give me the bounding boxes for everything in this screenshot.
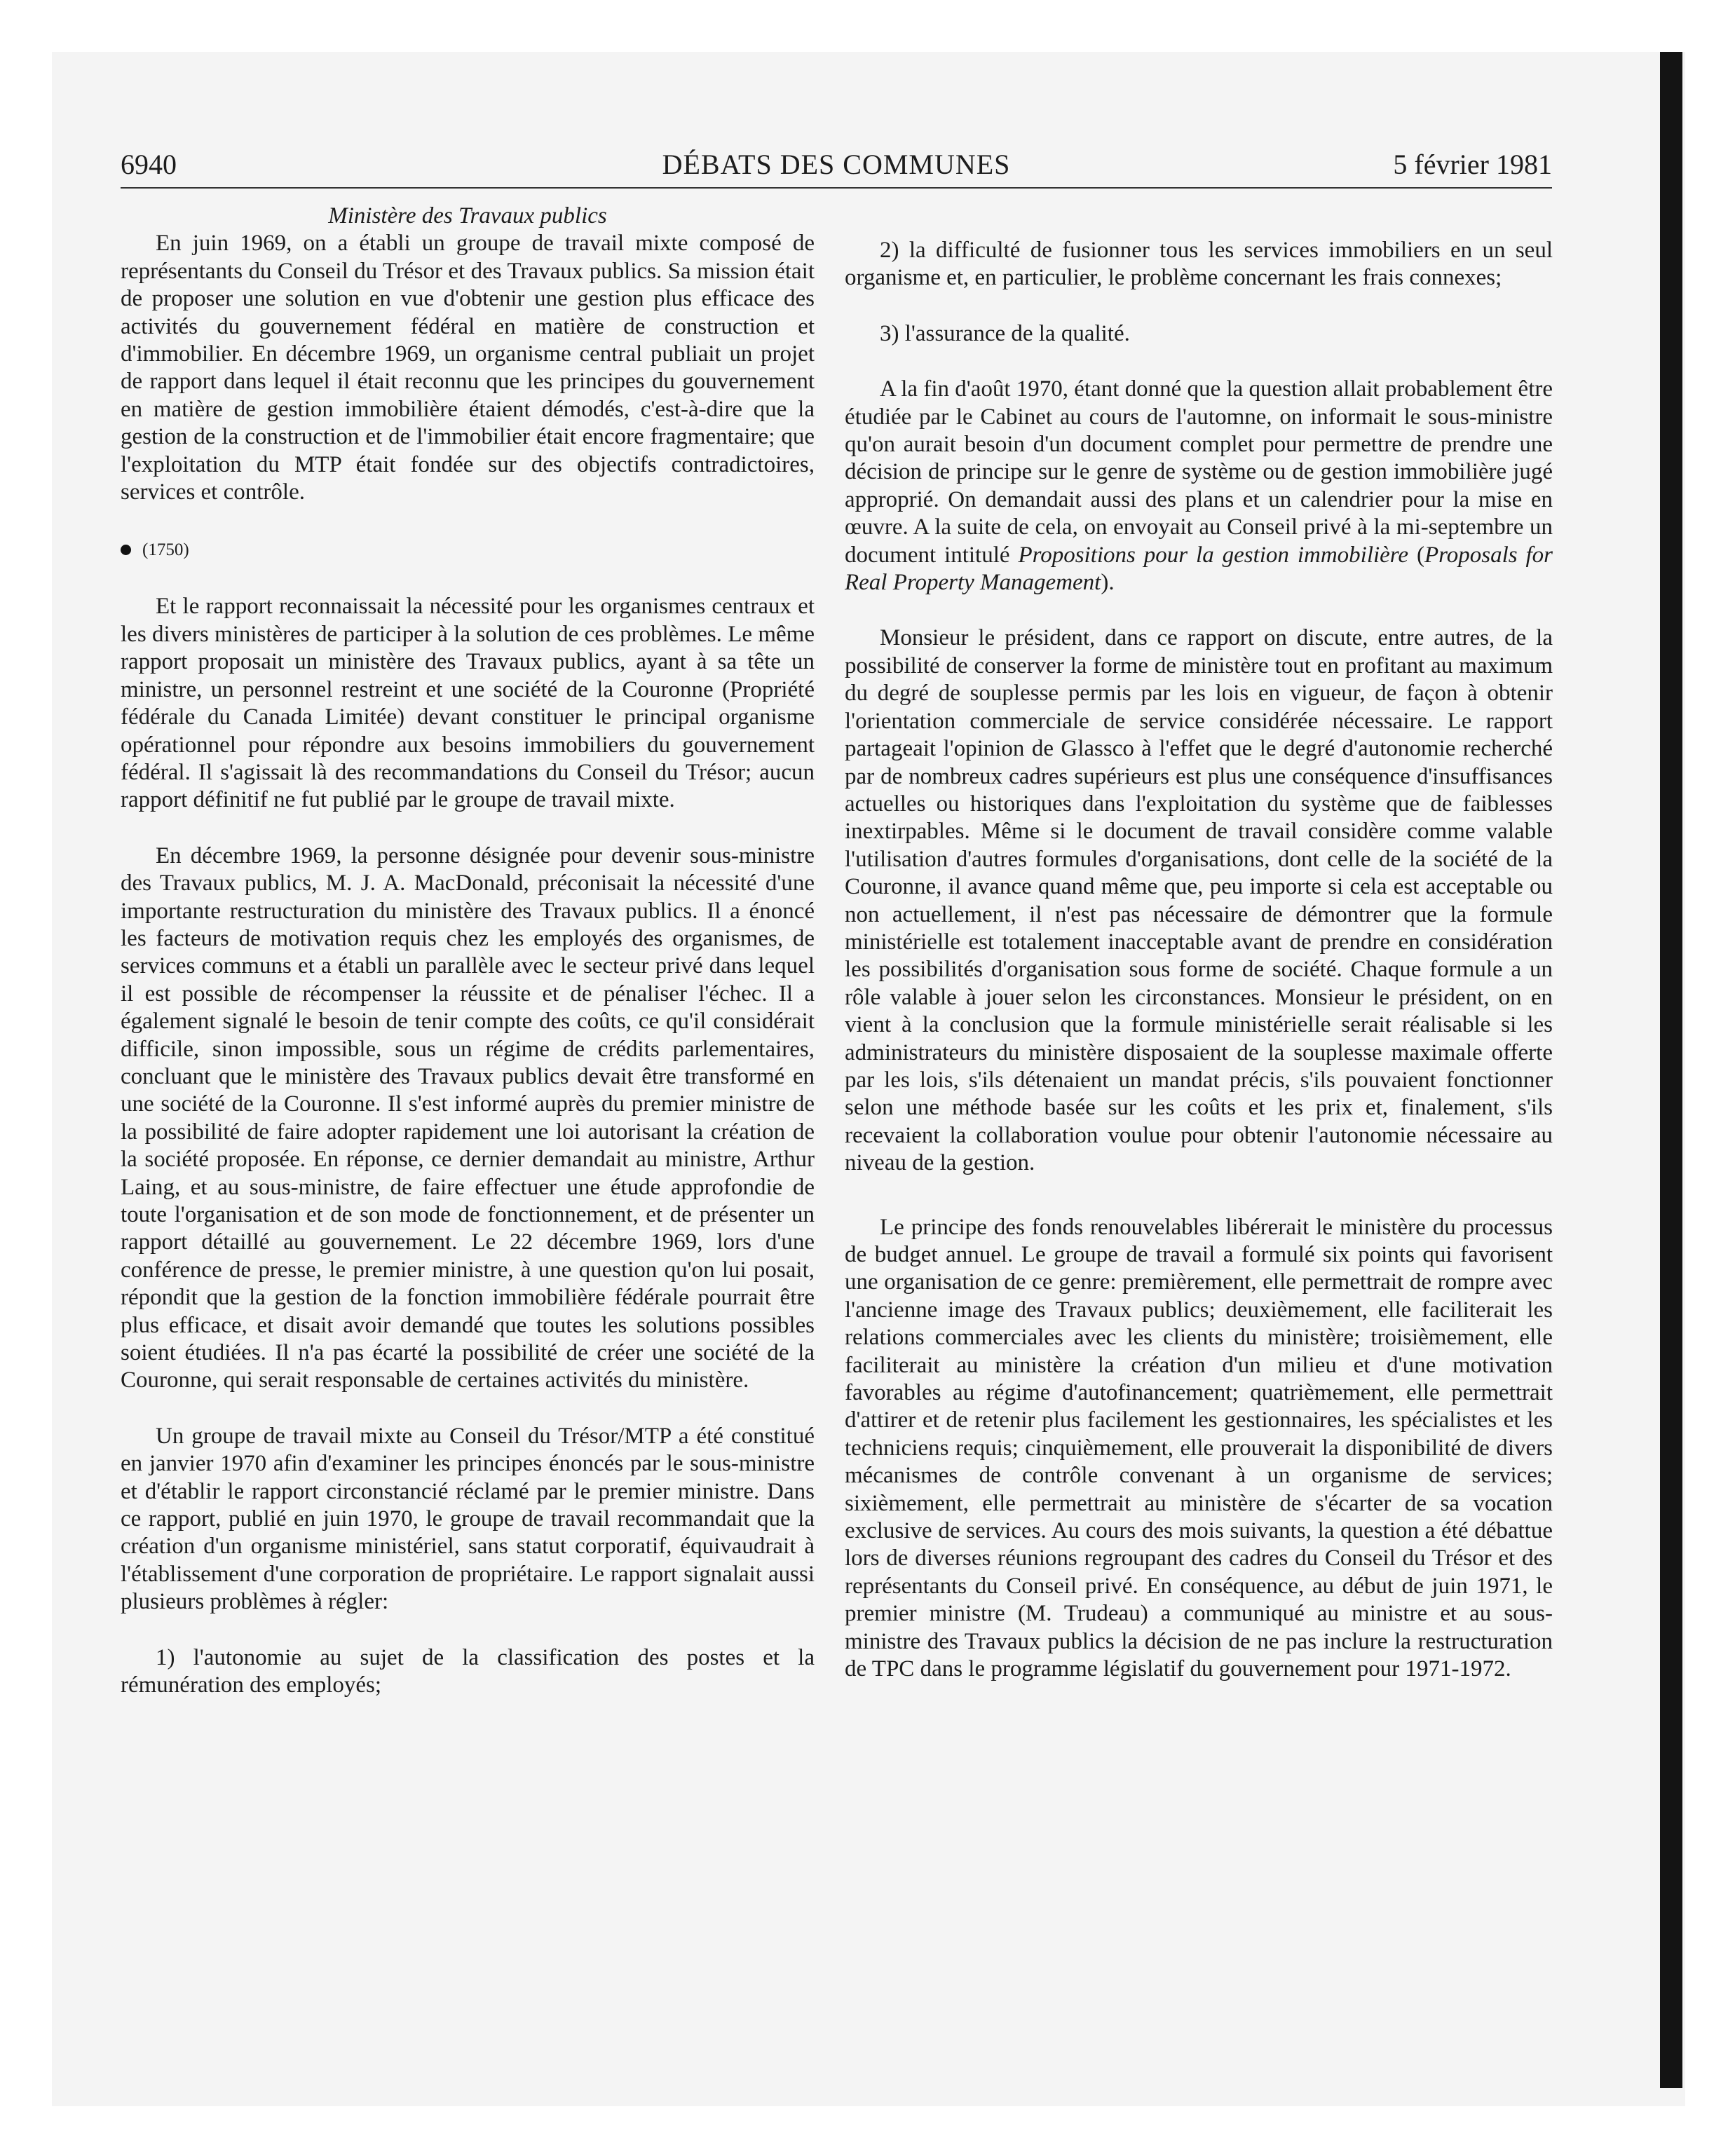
- publication-title: DÉBATS DES COMMUNES: [662, 149, 1011, 180]
- list-item: 1) l'autonomie au sujet de la classification des postes et la rémunération des employés;: [121, 1644, 815, 1698]
- paragraph: Et le rapport reconnaissait la nécessité pour les organismes centraux et les divers ministères de participer à la solution de ces problèmes. Le même rapport proposait un ministère des Travaux publics, ayant à sa tête un ministre, un personnel restreint et une société de la Couronne (Propriété fédérale du Canada Limitée) devant constituer le principal organisme opérationnel pour répondre aux besoins immobiliers du gouvernement fédéral. Il s'agissait là des recommandations du Conseil du Trésor; aucun rapport définitif ne fut publié par le groupe de travail mixte.: [121, 594, 815, 813]
- bullet-icon: [121, 545, 131, 555]
- document-title-fr: Propositions pour la gestion immobilière: [1018, 542, 1409, 568]
- list-item: 3) l'assurance de la qualité.: [880, 320, 1130, 346]
- page-number: 6940: [121, 149, 177, 180]
- paragraph: Un groupe de travail mixte au Conseil du Trésor/MTP a été constitué en janvier 1970 afin d'examiner les principes énoncés par le sous-ministre et d'établir le rapport circonstancié réclamé par le premier ministre. Dans ce rapport, publié en juin 1970, le groupe de travail recommandait que la création d'un organisme ministériel, sans statut corporatif, équivaudrait à l'établissement d'une corporation de propriétaire. Le rapport signalait aussi plusieurs problèmes à régler:: [121, 1423, 815, 1615]
- left-column: [121, 203, 815, 1700]
- document-title-en: Proposals for Real Property Management: [845, 542, 1553, 596]
- paragraph: En juin 1969, on a établi un groupe de travail mixte composé de représentants du Conseil du Trésor et des Travaux publics. Sa mission était de proposer une solution en vue d'obtenir une gestion plus efficace des activités du gouvernement fédéral en matière de construction et d'immobilier. En décembre 1969, un organisme central publiait un projet de rapport dans lequel il était reconnu que les principes du gouvernement en matière de gestion immobilière étaient démodés, c'est-à-dire que la gestion de la construction et de l'immobilier était encore fragmentaire; que l'exploitation du MTP était fondée sur des objectifs contradictoires, services et contrôle.: [121, 231, 815, 505]
- section-heading: Ministère des Travaux publics: [328, 203, 607, 228]
- paragraph: Le principe des fonds renouvelables libérerait le ministère du processus de budget annuel. Le groupe de travail a formulé six points qui favorisent une organisation de ce genre: premièrement, elle permettrait de rompre avec l'ancienne image des Travaux publics; deuxièmement, elle faciliterait les relations commerciales avec les clients du ministère; troisièmement, elle faciliterait au ministère la création d'un milieu et d'une motivation favorables au régime d'autofinancement; quatrièmement, elle permettrait d'attirer et de retenir plus facilement les gestionnaires, les spécialistes et les techniciens requis; cinquièmement, elle prouverait la disponibilité de divers mécanismes de contrôle convenant à un organisme de services; sixièmement, elle permettrait au ministère de s'écarter de sa vocation exclusive de services. Au cours des mois suivants, la question a été débattue lors de diverses réunions regroupant des cadres du Conseil du Trésor et des représentants du Conseil privé. En conséquence, au début de juin 1971, le premier ministre (M. Trudeau) a communiqué au ministre et au sous-ministre des Travaux publics la décision de ne pas inclure la restructuration de TPC dans le programme législatif du gouvernement pour 1971-1972.: [845, 1214, 1553, 1682]
- page-header: [121, 146, 1552, 184]
- header-rule: [121, 187, 1552, 189]
- paragraph: Monsieur le président, dans ce rapport on discute, entre autres, de la possibilité de conserver la forme de ministère tout en profitant au maximum du degré de souplesse permis par les lois en vigueur, de façon à obtenir l'orientation commerciale de service considérée nécessaire. Le rapport partageait l'opinion de Glassco à l'effet que le degré d'autonomie recherché par de nombreux cadres supérieurs est plus une conséquence d'insuffisances actuelles ou historiques dans l'exploitation du système que de faiblesses inextirpables. Même si le document de travail considère comme valable l'utilisation d'autres formules d'organisations, dont celle de la société de la Couronne, il avance quand même que, peu importe si cela est acceptable ou non actuellement, il n'est pas nécessaire de démontrer que la formule ministérielle est totalement inacceptable avant de prendre en considération les possibilités d'organisation sous forme de société. Chaque formule a un rôle valable à jouer selon les circonstances. Monsieur le président, on en vient à la conclusion que la formule ministérielle serait réalisable si les administrateurs du ministère disposaient de la souplesse maximale offerte par les lois, s'ils détenaient un mandat précis, s'ils pouvaient fonctionner selon une méthode basée sur les coûts et les prix et, finalement, s'ils recevaient la collaboration voulue pour obtenir l'autonomie nécessaire au niveau de la gestion.: [845, 625, 1553, 1176]
- paragraph: En décembre 1969, la personne désignée pour devenir sous-ministre des Travaux publics, M. J. A. MacDonald, préconisait la nécessité d'une importante restructuration du ministère des Travaux publics. Il a énoncé les facteurs de motivation requis chez les employés des organismes, de services communs et a établi un parallèle avec le secteur privé dans lequel il est possible de récompenser la réussite et de pénaliser l'échec. Il a également signalé le besoin de tenir compte des coûts, ce qu'il considérait difficile, sinon impossible, sous un régime de crédits parlementaires, concluant que le ministère des Travaux publics devait être transformé en une société de la Couronne. Il s'est informé auprès du premier ministre de la possibilité de faire adopter rapidement une loi autorisant la création de la société proposée. En réponse, ce dernier demandait au ministre, Arthur Laing, et au sous-ministre, de faire effectuer une étude approfondie de toute l'organisation et de son mode de fonctionnement, et de présenter un rapport détaillé au gouvernement. Le 22 décembre 1969, lors d'une conférence de presse, le premier ministre, à une question qu'on lui posait, répondit que la gestion de la fonction immobilière fédérale pourrait être plus efficace, et disait avoir demandé que toutes les solutions possibles soient étudiées. Il n'a pas écarté la possibilité de créer une société de la Couronne, qui serait responsable de certaines activités du ministère.: [121, 842, 815, 1393]
- paragraph-text: A la fin d'août 1970, étant donné que la question allait probablement être étudiée par le Cabinet au cours de l'automne, on informait le sous-ministre qu'on aurait besoin d'un document complet pour permettre de prendre une décision de principe sur le genre de système ou de gestion immobilière jugé approprié. On demandait aussi des plans et un calendrier pour la mise en œuvre. A la suite de cela, on envoyait au Conseil privé à la mi-septembre un document intitulé: [845, 376, 1553, 568]
- header-date: 5 février 1981: [1393, 149, 1552, 180]
- time-marker-label: (1750): [142, 540, 189, 559]
- list-item: 2) la difficulté de fusionner tous les services immobiliers en un seul organisme et, en particulier, le problème concernant les frais connexes;: [845, 238, 1553, 291]
- right-column: [845, 237, 1553, 1684]
- scan-edge-shadow: [1660, 52, 1682, 2088]
- time-marker: [121, 535, 815, 564]
- paragraph: A la fin d'août 1970, étant donné que la question allait probablement être étudiée par le Cabinet au cours de l'automne, on informait le sous-ministre qu'on aurait besoin d'un document complet pour permettre de prendre une décision de principe sur le genre de système ou de gestion immobilière jugé approprié. On demandait aussi des plans et un calendrier pour la mise en œuvre. A la suite de cela, on envoyait au Conseil privé à la mi-septembre un document intitulé Propositions pour la gestion immobilière (Proposals for Real Property Management).: [845, 376, 1553, 596]
